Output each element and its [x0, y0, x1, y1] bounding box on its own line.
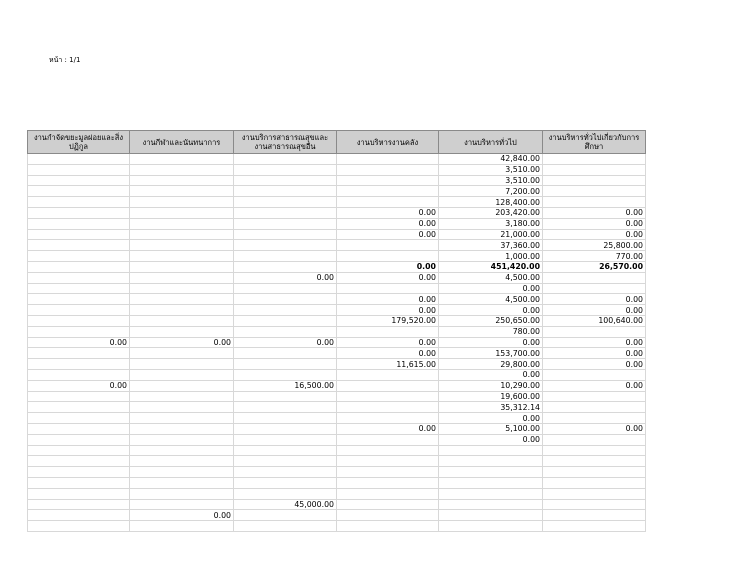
table-cell: [439, 445, 543, 456]
table-cell: 0.00: [337, 337, 439, 348]
table-cell: [130, 488, 234, 499]
table-cell: [130, 467, 234, 478]
table-cell: [28, 240, 130, 251]
table-cell: [234, 251, 337, 262]
table-cell: 0.00: [337, 305, 439, 316]
table-row: [28, 467, 646, 478]
table-cell: [28, 218, 130, 229]
table-cell: [28, 402, 130, 413]
table-cell: [337, 175, 439, 186]
table-cell: [28, 283, 130, 294]
table-cell: [28, 186, 130, 197]
table-cell: 0.00: [337, 207, 439, 218]
table-cell: 29,800.00: [439, 359, 543, 370]
column-header-general-admin: งานบริหารทั่วไป: [439, 131, 543, 154]
table-cell: 0.00: [543, 423, 646, 434]
table-cell: 21,000.00: [439, 229, 543, 240]
table-cell: [130, 154, 234, 165]
table-cell: [130, 348, 234, 359]
table-cell: [337, 164, 439, 175]
table-cell: [130, 251, 234, 262]
table-row: [28, 229, 646, 240]
table-cell: 0.00: [337, 261, 439, 272]
table-cell: [130, 283, 234, 294]
table-row: [28, 186, 646, 197]
table-cell: [543, 164, 646, 175]
table-cell: [543, 283, 646, 294]
table-cell: 0.00: [439, 337, 543, 348]
table-cell: [337, 434, 439, 445]
table-cell: [543, 467, 646, 478]
table-cell: [337, 445, 439, 456]
table-cell: 0.00: [543, 294, 646, 305]
table-row: [28, 348, 646, 359]
table-cell: 0.00: [234, 272, 337, 283]
table-cell: 0.00: [439, 369, 543, 380]
table-cell: [28, 326, 130, 337]
table-cell: 0.00: [337, 294, 439, 305]
table-cell: [28, 499, 130, 510]
table-cell: [28, 423, 130, 434]
table-row: [28, 218, 646, 229]
table-cell: [28, 413, 130, 424]
table-cell: [439, 510, 543, 521]
table-cell: [439, 477, 543, 488]
table-cell: [28, 154, 130, 165]
table-cell: [543, 154, 646, 165]
table-cell: 19,600.00: [439, 391, 543, 402]
table-cell: 0.00: [439, 305, 543, 316]
table-cell: [439, 499, 543, 510]
table-cell: 0.00: [130, 337, 234, 348]
table-row: [28, 305, 646, 316]
table-cell: [28, 305, 130, 316]
table-cell: [234, 326, 337, 337]
table-cell: 5,100.00: [439, 423, 543, 434]
table-cell: 4,500.00: [439, 272, 543, 283]
table-cell: [234, 445, 337, 456]
table-cell: [234, 391, 337, 402]
table-cell: [130, 402, 234, 413]
table-cell: [234, 488, 337, 499]
table-cell: [130, 369, 234, 380]
table-row: [28, 510, 646, 521]
table-row: [28, 261, 646, 272]
table-cell: 0.00: [130, 510, 234, 521]
table-cell: [234, 402, 337, 413]
table-cell: 179,520.00: [337, 315, 439, 326]
table-row: [28, 521, 646, 532]
table-row: [28, 294, 646, 305]
table-cell: [130, 175, 234, 186]
table-cell: [337, 326, 439, 337]
table-cell: 37,360.00: [439, 240, 543, 251]
table-row: [28, 413, 646, 424]
table-row: [28, 272, 646, 283]
table-cell: 0.00: [543, 337, 646, 348]
table-cell: [337, 510, 439, 521]
table-cell: [130, 229, 234, 240]
table-cell: [28, 261, 130, 272]
table-cell: [234, 207, 337, 218]
table-cell: [28, 272, 130, 283]
table-cell: [130, 326, 234, 337]
table-cell: [337, 283, 439, 294]
table-cell: 0.00: [337, 272, 439, 283]
table-cell: 100,640.00: [543, 315, 646, 326]
table-cell: [543, 413, 646, 424]
table-row: [28, 488, 646, 499]
table-cell: [130, 413, 234, 424]
table-cell: 0.00: [543, 218, 646, 229]
table-cell: [337, 369, 439, 380]
table-cell: 770.00: [543, 251, 646, 262]
table-cell: [337, 521, 439, 532]
table-cell: [337, 402, 439, 413]
table-row: [28, 445, 646, 456]
table-cell: 10,290.00: [439, 380, 543, 391]
table-row: [28, 326, 646, 337]
table-cell: [234, 467, 337, 478]
table-cell: [234, 229, 337, 240]
table-cell: 3,510.00: [439, 175, 543, 186]
table-cell: [234, 456, 337, 467]
column-header-finance: งานบริหารงานคลัง: [337, 131, 439, 154]
table-cell: [234, 261, 337, 272]
table-cell: 250,650.00: [439, 315, 543, 326]
table-cell: [234, 413, 337, 424]
table-row: [28, 391, 646, 402]
table-cell: [543, 175, 646, 186]
table-cell: [130, 272, 234, 283]
table-cell: [28, 197, 130, 208]
table-cell: 0.00: [543, 359, 646, 370]
table-cell: [28, 467, 130, 478]
table-cell: [28, 391, 130, 402]
table-cell: [130, 380, 234, 391]
table-cell: [337, 413, 439, 424]
table-cell: 128,400.00: [439, 197, 543, 208]
table-cell: [130, 434, 234, 445]
table-cell: [337, 251, 439, 262]
table-row: [28, 154, 646, 165]
table-cell: [130, 445, 234, 456]
table-row: [28, 402, 646, 413]
table-cell: [234, 315, 337, 326]
table-cell: [28, 521, 130, 532]
table-cell: [543, 369, 646, 380]
table-cell: [543, 272, 646, 283]
table-row: [28, 359, 646, 370]
table-cell: 0.00: [28, 380, 130, 391]
table-cell: [337, 467, 439, 478]
table-cell: [543, 499, 646, 510]
table-cell: [234, 348, 337, 359]
table-row: [28, 251, 646, 262]
table-cell: [234, 305, 337, 316]
table-row: [28, 369, 646, 380]
table-cell: [337, 456, 439, 467]
table-cell: [234, 197, 337, 208]
table-row: [28, 477, 646, 488]
table-body: [28, 154, 646, 532]
table-cell: [28, 207, 130, 218]
table-row: [28, 380, 646, 391]
header-row: [28, 131, 646, 154]
table-cell: [543, 197, 646, 208]
table-cell: [234, 240, 337, 251]
table-cell: [337, 477, 439, 488]
page-number-label: หน้า : 1/1: [49, 56, 81, 64]
table-cell: [130, 315, 234, 326]
table-cell: [543, 326, 646, 337]
table-cell: [234, 175, 337, 186]
table-cell: 45,000.00: [234, 499, 337, 510]
table-cell: 153,700.00: [439, 348, 543, 359]
table-cell: [130, 305, 234, 316]
table-cell: [28, 434, 130, 445]
table-cell: 42,840.00: [439, 154, 543, 165]
table-cell: [543, 186, 646, 197]
table-cell: [234, 521, 337, 532]
table-cell: [439, 467, 543, 478]
table-cell: [28, 348, 130, 359]
table-cell: [130, 391, 234, 402]
table-cell: 0.00: [337, 348, 439, 359]
table-cell: [130, 197, 234, 208]
table-cell: [439, 488, 543, 499]
table-cell: [28, 294, 130, 305]
table-cell: [337, 154, 439, 165]
table-cell: [543, 510, 646, 521]
table-cell: [337, 186, 439, 197]
table-cell: [234, 283, 337, 294]
table-row: [28, 434, 646, 445]
table-cell: [28, 488, 130, 499]
table-cell: 0.00: [337, 229, 439, 240]
table-cell: 3,180.00: [439, 218, 543, 229]
table-cell: [234, 294, 337, 305]
table-row: [28, 164, 646, 175]
column-header-public-health: งานบริการสาธารณสุขและงานสาธารณสุขอื่น: [234, 131, 337, 154]
table-cell: [130, 207, 234, 218]
table-cell: [28, 445, 130, 456]
table-cell: 4,500.00: [439, 294, 543, 305]
table-cell: [543, 521, 646, 532]
table-cell: [28, 477, 130, 488]
table-cell: 0.00: [439, 434, 543, 445]
table-cell: 0.00: [337, 218, 439, 229]
table-cell: 7,200.00: [439, 186, 543, 197]
table-row: [28, 456, 646, 467]
table-cell: [543, 434, 646, 445]
table-row: [28, 240, 646, 251]
table-cell: [234, 423, 337, 434]
table-cell: [543, 402, 646, 413]
table-row: [28, 337, 646, 348]
table-cell: [130, 186, 234, 197]
table-row: [28, 283, 646, 294]
table-cell: [337, 499, 439, 510]
table-cell: 0.00: [439, 283, 543, 294]
table-cell: [234, 186, 337, 197]
table-cell: [234, 510, 337, 521]
table-cell: [28, 315, 130, 326]
table-cell: [28, 510, 130, 521]
budget-table: [27, 130, 646, 532]
table-cell: [543, 391, 646, 402]
table-cell: 1,000.00: [439, 251, 543, 262]
table-cell: 203,420.00: [439, 207, 543, 218]
table-cell: [234, 359, 337, 370]
table-cell: [543, 456, 646, 467]
table-cell: [130, 499, 234, 510]
table-cell: [234, 477, 337, 488]
table-cell: [130, 218, 234, 229]
table-cell: 0.00: [543, 207, 646, 218]
table-cell: [337, 380, 439, 391]
table-row: [28, 499, 646, 510]
table-cell: [130, 240, 234, 251]
table-cell: [439, 456, 543, 467]
table-cell: [439, 521, 543, 532]
table-cell: [130, 294, 234, 305]
table-cell: [543, 477, 646, 488]
table-cell: [130, 477, 234, 488]
table-cell: [337, 488, 439, 499]
table-cell: 780.00: [439, 326, 543, 337]
column-header-waste-management: งานกำจัดขยะมูลฝอยและสิ่งปฏิกูล: [28, 131, 130, 154]
table-row: [28, 207, 646, 218]
table-cell: 0.00: [234, 337, 337, 348]
table-cell: 451,420.00: [439, 261, 543, 272]
table-cell: [234, 154, 337, 165]
table-cell: [543, 445, 646, 456]
table-cell: 0.00: [28, 337, 130, 348]
table-cell: [543, 488, 646, 499]
table-cell: 0.00: [439, 413, 543, 424]
table-cell: [28, 369, 130, 380]
table-cell: [337, 391, 439, 402]
table-cell: [28, 175, 130, 186]
table-cell: [28, 359, 130, 370]
column-header-education-admin: งานบริหารทั่วไปเกี่ยวกับการศึกษา: [543, 131, 646, 154]
table-cell: [28, 164, 130, 175]
table-cell: [130, 456, 234, 467]
table-cell: [234, 164, 337, 175]
table-cell: 3,510.00: [439, 164, 543, 175]
table-cell: [234, 369, 337, 380]
table-cell: [130, 423, 234, 434]
table-cell: [130, 164, 234, 175]
table-cell: [28, 456, 130, 467]
table-cell: [337, 240, 439, 251]
table-cell: [28, 229, 130, 240]
table-cell: [234, 218, 337, 229]
table-cell: 0.00: [543, 348, 646, 359]
table-cell: 0.00: [543, 305, 646, 316]
table-cell: 26,570.00: [543, 261, 646, 272]
table-row: [28, 197, 646, 208]
table-cell: 25,800.00: [543, 240, 646, 251]
table-cell: [130, 521, 234, 532]
table-cell: 0.00: [337, 423, 439, 434]
table-row: [28, 315, 646, 326]
table-cell: 0.00: [543, 380, 646, 391]
table-row: [28, 423, 646, 434]
table-cell: 11,615.00: [337, 359, 439, 370]
table-cell: 0.00: [543, 229, 646, 240]
table-cell: [130, 261, 234, 272]
table-row: [28, 175, 646, 186]
table-header: [28, 131, 646, 154]
table-cell: 16,500.00: [234, 380, 337, 391]
table-cell: [234, 434, 337, 445]
table-cell: [130, 359, 234, 370]
table-cell: [28, 251, 130, 262]
table-cell: [337, 197, 439, 208]
column-header-sports-recreation: งานกีฬาและนันทนาการ: [130, 131, 234, 154]
table-cell: 35,312.14: [439, 402, 543, 413]
